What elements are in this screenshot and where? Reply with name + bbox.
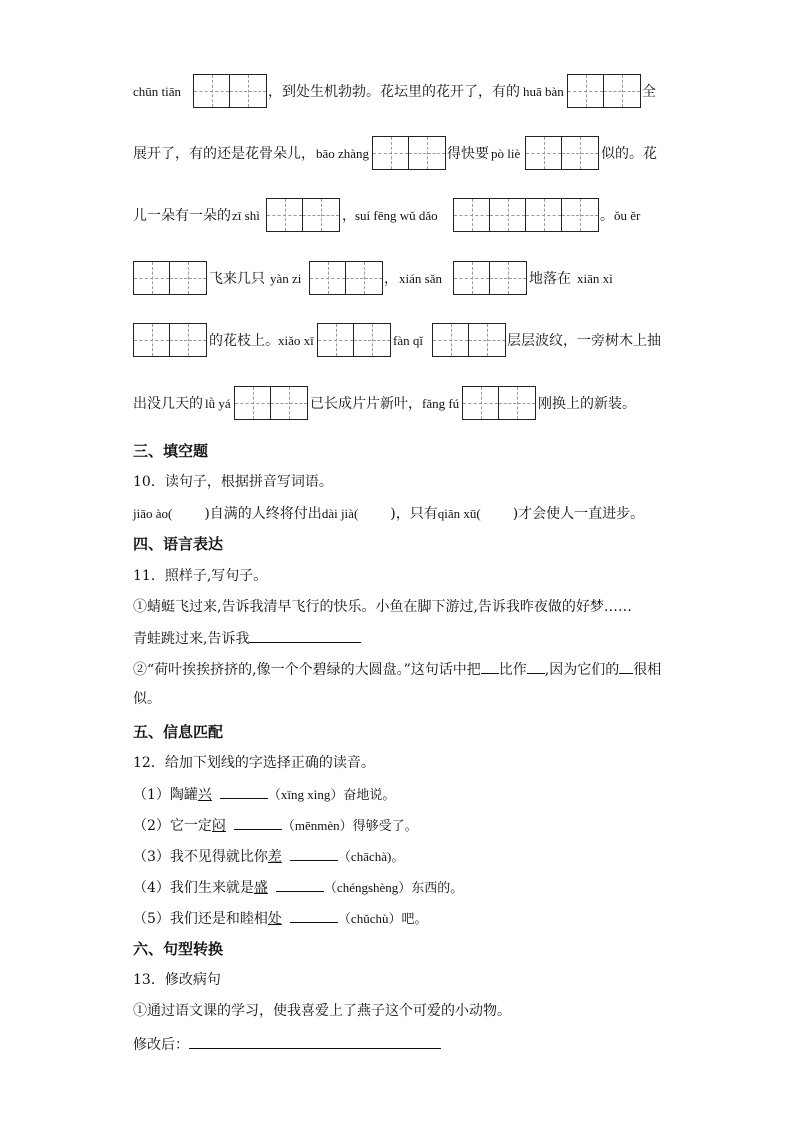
answer-blank[interactable] bbox=[527, 659, 545, 674]
q10-text: )才会使人一直进步。 bbox=[512, 506, 645, 522]
section-heading: 六、句型转换 bbox=[133, 940, 224, 958]
passage-text: 展开了，有的还是花骨朵儿， bbox=[133, 146, 315, 162]
section-heading: 五、信息匹配 bbox=[133, 723, 224, 741]
pinyin-chuntian: chūn tiān bbox=[133, 84, 182, 99]
pinyin-qianxu: qiān xū( bbox=[437, 506, 481, 521]
pinyin-baozhang: bāo zhàng bbox=[316, 146, 370, 161]
writing-grid[interactable] bbox=[432, 323, 506, 357]
writing-grid[interactable] bbox=[193, 74, 267, 108]
pinyin-xiansan: xián sǎn bbox=[399, 271, 442, 286]
writing-grid[interactable] bbox=[525, 136, 599, 170]
list-item bbox=[133, 815, 418, 836]
list-item bbox=[133, 877, 463, 898]
q10-text: )自满的人终将付出 bbox=[204, 506, 322, 522]
question-title: 13．修改病句 bbox=[133, 972, 221, 988]
writing-grid[interactable] bbox=[453, 261, 527, 295]
passage-text: 层层波纹，一旁树木上抽 bbox=[507, 333, 661, 349]
section-heading: 三、填空题 bbox=[133, 442, 209, 460]
q10-text: )，只有 bbox=[390, 506, 438, 522]
answer-blank[interactable] bbox=[249, 628, 361, 643]
section-heading: 四、语言表达 bbox=[133, 535, 224, 553]
passage-text: 儿一朵有一朵的 bbox=[133, 208, 231, 224]
prompt-text: 比作 bbox=[498, 662, 527, 678]
writing-grid[interactable] bbox=[317, 323, 391, 357]
q10-line bbox=[133, 504, 644, 524]
prompt-text: ,因为它们的 bbox=[544, 662, 620, 678]
item-text: （5）我们还是和睦相 bbox=[133, 911, 268, 927]
underlined-char: 处 bbox=[267, 911, 282, 927]
pinyin-fangfu: fǎng fú bbox=[422, 396, 460, 411]
correction-label: 修改后： bbox=[133, 1037, 189, 1053]
passage-text: 。 bbox=[600, 208, 614, 224]
writing-grid[interactable] bbox=[567, 74, 641, 108]
answer-blank[interactable] bbox=[220, 784, 268, 799]
writing-grid[interactable] bbox=[309, 261, 383, 295]
pinyin-xianxi: xiān xì bbox=[577, 271, 613, 286]
item-options: （chāchà)。 bbox=[337, 849, 405, 864]
pinyin-yanzi: yàn zi bbox=[270, 271, 302, 286]
pinyin-daijia: dài jià( bbox=[321, 506, 359, 521]
pinyin-luya: lǜ yá bbox=[205, 396, 231, 411]
question-title: 12．给加下划线的字选择正确的读音。 bbox=[133, 755, 375, 771]
passage-text: ，到处生机勃勃。花坛里的花开了，有的 bbox=[268, 84, 520, 100]
answer-blank[interactable] bbox=[290, 908, 338, 923]
pinyin-huaban: huā bàn bbox=[523, 84, 564, 99]
item-options: （mēnmèn）得够受了。 bbox=[281, 818, 418, 833]
prompt-text: 很相 bbox=[633, 662, 662, 678]
underlined-char: 盛 bbox=[253, 880, 268, 896]
example-2 bbox=[133, 659, 661, 680]
writing-grid[interactable] bbox=[133, 261, 207, 295]
pinyin-polie: pò liè bbox=[491, 146, 521, 161]
answer-blank[interactable] bbox=[276, 877, 324, 892]
pinyin-jiaoao: jiāo ào( bbox=[133, 506, 173, 521]
passage-text: 出没几天的 bbox=[133, 396, 203, 412]
pinyin-zishi: zī shì bbox=[232, 208, 260, 223]
passage-text: 似的。花 bbox=[601, 146, 657, 162]
answer-blank[interactable] bbox=[481, 659, 499, 674]
item-text: （2）它一定 bbox=[133, 818, 212, 834]
passage-text: 地落在 bbox=[529, 271, 571, 287]
item-text: （1）陶罐 bbox=[133, 787, 198, 803]
writing-grid[interactable] bbox=[453, 198, 599, 232]
item-text: （3）我不见得就比你 bbox=[133, 849, 268, 865]
underlined-char: 闷 bbox=[211, 818, 226, 834]
passage-text: 的花枝上。 bbox=[209, 333, 279, 349]
question-title: 10．读句子，根据拼音写词语。 bbox=[133, 474, 333, 490]
answer-blank[interactable] bbox=[189, 1034, 441, 1049]
list-item bbox=[133, 784, 395, 805]
example-sentence: ①蜻蜓飞过来,告诉我清早飞行的快乐。小鱼在脚下游过,告诉我昨夜做的好梦…… bbox=[133, 599, 632, 615]
pinyin-suifengwudao: suí fēng wǔ dǎo bbox=[355, 208, 438, 223]
prompt-text: 青蛙跳过来,告诉我 bbox=[133, 631, 250, 647]
correction-line bbox=[133, 1034, 441, 1055]
passage-text: 全 bbox=[642, 84, 656, 100]
passage-text: 刚换上的新装。 bbox=[538, 396, 636, 412]
list-item bbox=[133, 908, 427, 929]
writing-grid[interactable] bbox=[372, 136, 446, 170]
underlined-char: 差 bbox=[267, 849, 282, 865]
prompt-text: ②“荷叶挨挨挤挤的,像一个个碧绿的大圆盘。”这句话中把 bbox=[133, 662, 481, 678]
writing-grid[interactable] bbox=[266, 198, 340, 232]
pinyin-xiaoxi: xiǎo xī bbox=[278, 333, 314, 348]
passage-text: 已长成片片新叶， bbox=[310, 396, 422, 412]
answer-blank[interactable] bbox=[290, 846, 338, 861]
list-item bbox=[133, 846, 404, 867]
writing-grid[interactable] bbox=[462, 386, 536, 420]
item-options: （xīng xìng）奋地说。 bbox=[267, 787, 396, 802]
pinyin-fanqi: fàn qǐ bbox=[393, 333, 423, 348]
example-prompt bbox=[133, 628, 361, 649]
answer-blank[interactable] bbox=[234, 815, 282, 830]
writing-grid[interactable] bbox=[234, 386, 308, 420]
answer-blank[interactable] bbox=[619, 659, 633, 674]
passage-text: ， bbox=[342, 208, 356, 224]
pinyin-ouer: ǒu ěr bbox=[614, 208, 641, 223]
passage-text: 得快要 bbox=[447, 146, 489, 162]
item-options: （chéngshèng）东西的。 bbox=[323, 880, 464, 895]
passage-text: 飞来几只 bbox=[209, 271, 265, 287]
writing-grid[interactable] bbox=[133, 323, 207, 357]
example-2-cont: 似。 bbox=[133, 691, 161, 707]
item-options: （chǔchù）吧。 bbox=[337, 911, 428, 926]
question-title: 11．照样子,写句子。 bbox=[133, 568, 268, 584]
faulty-sentence: ①通过语文课的学习，使我喜爱上了燕子这个可爱的小动物。 bbox=[133, 1003, 511, 1019]
underlined-char: 兴 bbox=[197, 787, 212, 803]
item-text: （4）我们生来就是 bbox=[133, 880, 254, 896]
passage-text: ， bbox=[384, 271, 398, 287]
